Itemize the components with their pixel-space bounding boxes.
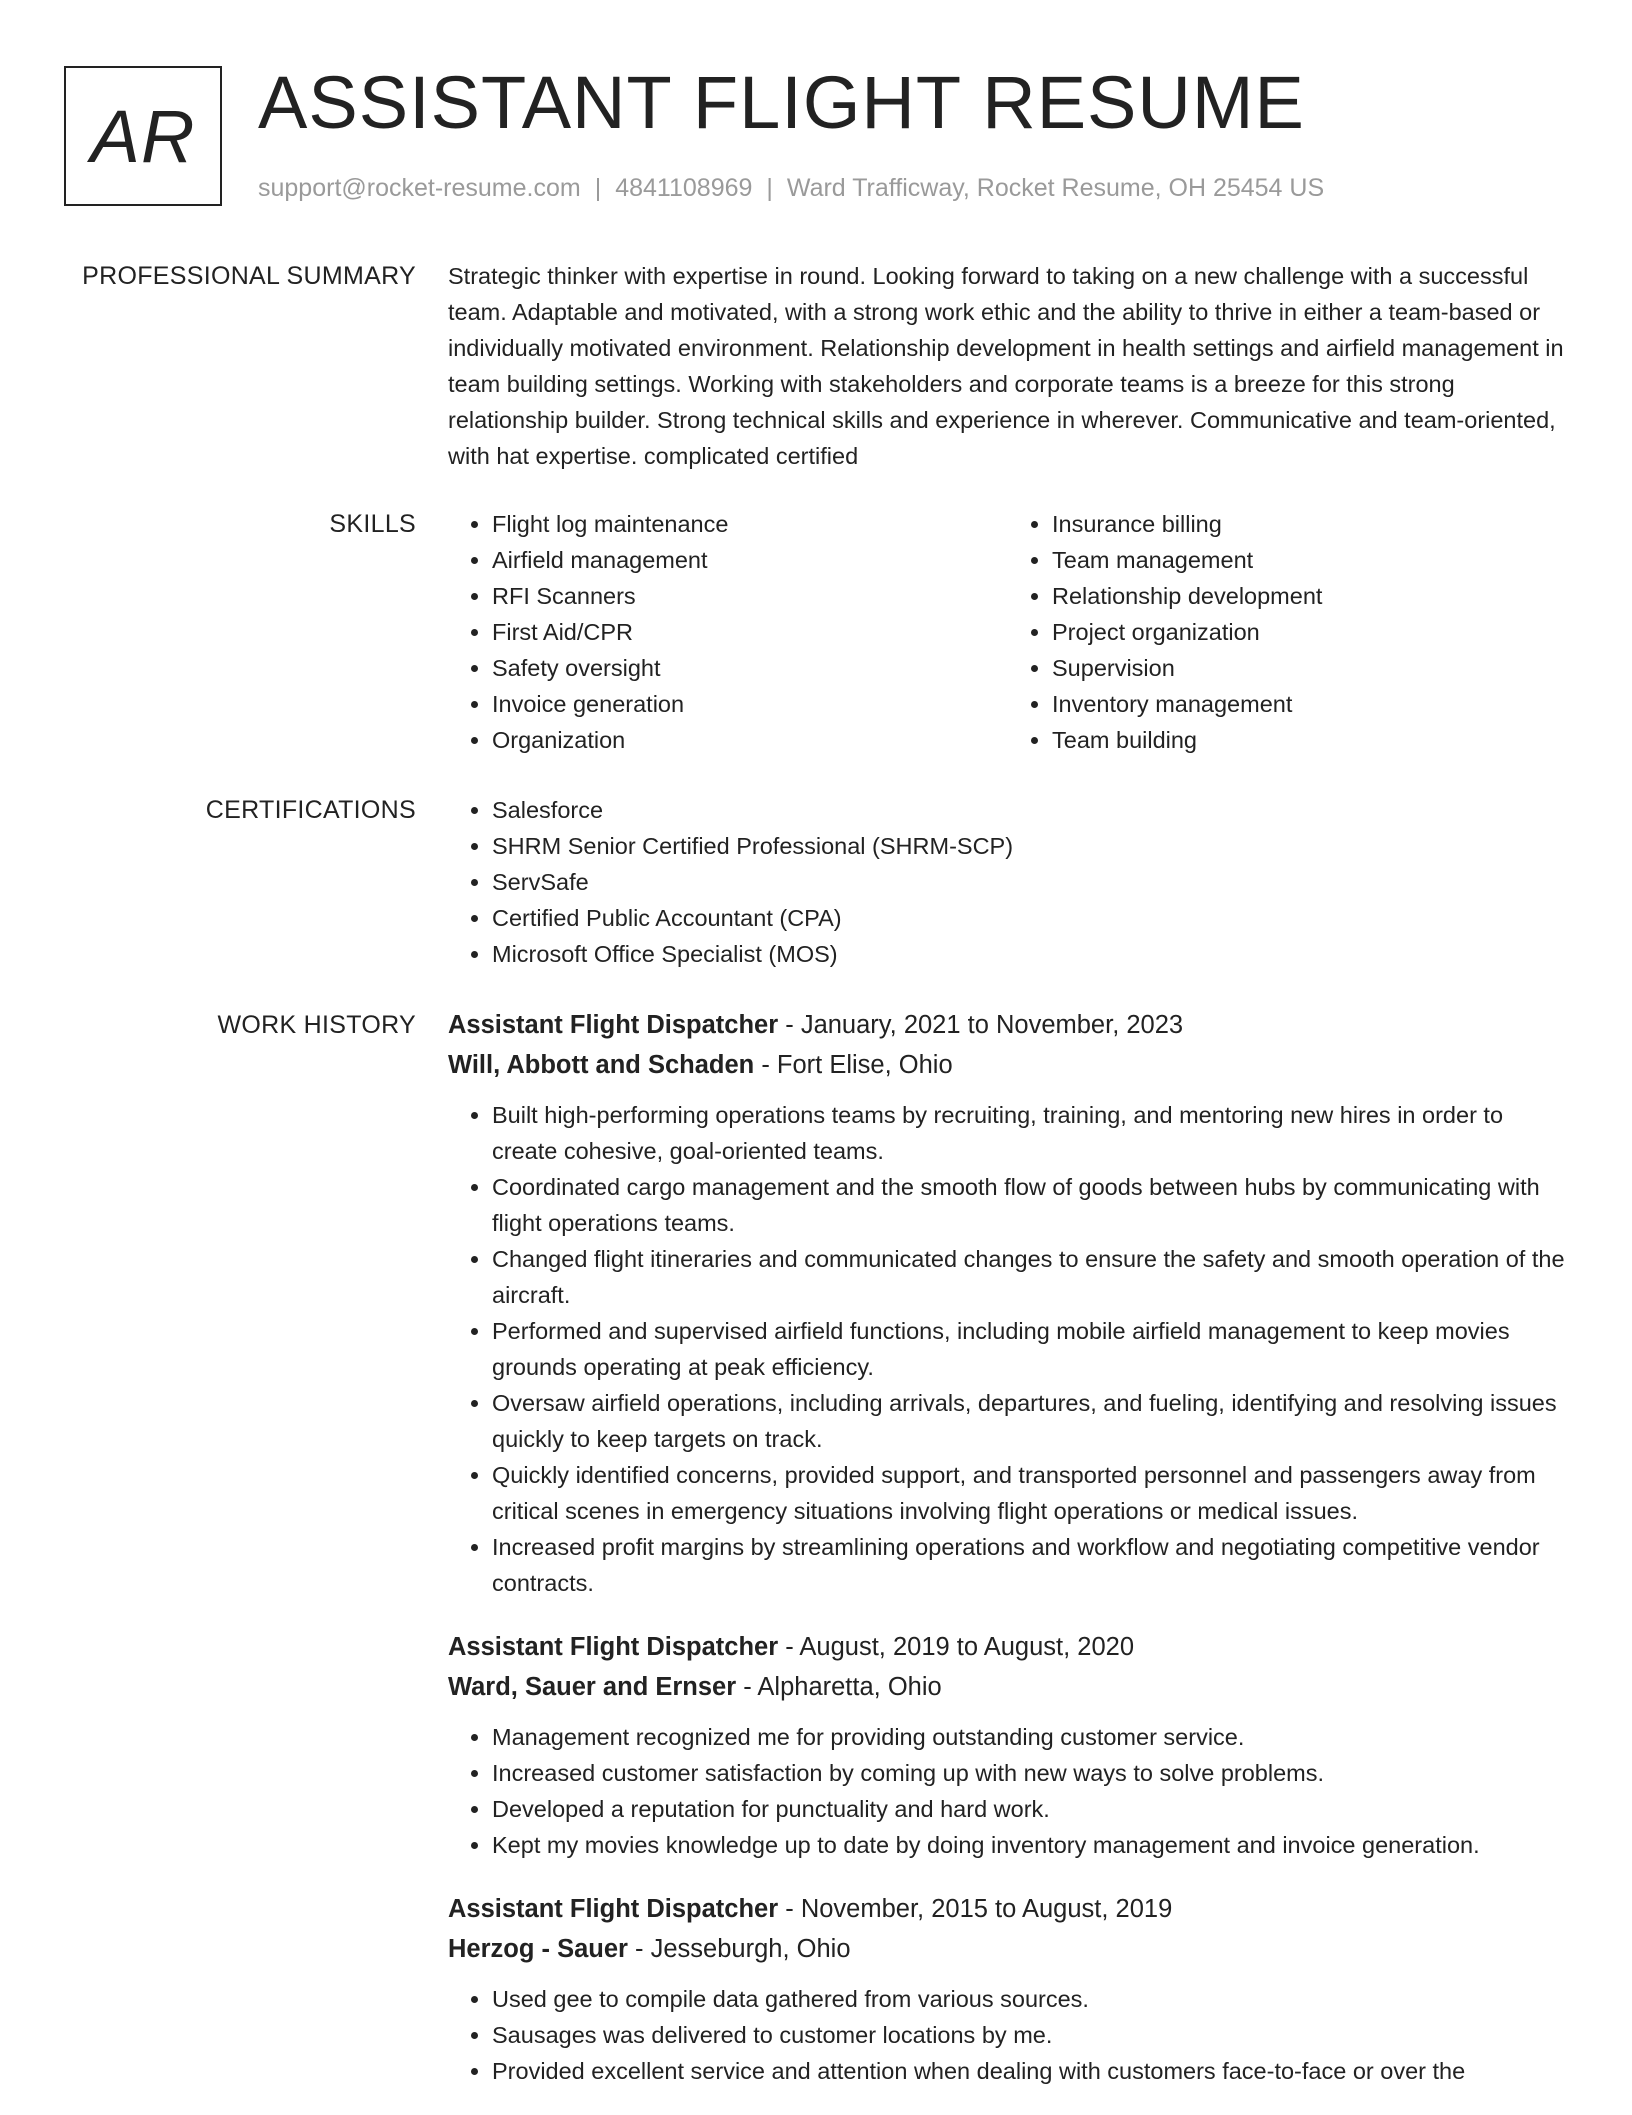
job-role: Assistant Flight Dispatcher [448, 1633, 779, 1661]
job-location: - Fort Elise, Ohio [754, 1051, 953, 1079]
job-dates: - August, 2019 to August, 2020 [778, 1633, 1135, 1661]
skill-item: • Invoice generation [492, 686, 1008, 722]
job-entry [448, 1889, 1568, 2089]
monogram: AR [64, 66, 222, 206]
certification-item: • Certified Public Accountant (CPA) [492, 900, 1568, 936]
skill-item: • Insurance billing [1052, 506, 1568, 542]
job-bullet: • Oversaw airfield operations, including arrivals, departures, and fueling, identifying and resolving issues quickly to keep targets on track. [492, 1385, 1568, 1457]
skill-item: • Flight log maintenance [492, 506, 1008, 542]
skill-item: • Safety oversight [492, 650, 1008, 686]
skills-list-left [448, 506, 1008, 758]
job-bullet: • Coordinated cargo management and the smooth flow of goods between hubs by communicating with flight operations teams. [492, 1169, 1568, 1241]
job-entry [448, 1627, 1568, 1863]
skill-item: • RFI Scanners [492, 578, 1008, 614]
job-bullet: • Quickly identified concerns, provided support, and transported personnel and passengers away from critical scenes in emergency situations involving flight operations or medical issues. [492, 1457, 1568, 1529]
job-bullet: • Changed flight itineraries and communicated changes to ensure the safety and smooth operation of the aircraft. [492, 1241, 1568, 1313]
summary-content [448, 258, 1568, 474]
job-role-line [448, 1005, 1568, 1045]
contact-separator: | [766, 174, 773, 202]
job-bullet: • Built high-performing operations teams by recruiting, training, and mentoring new hires in order to create cohesive, goal-oriented teams. [492, 1097, 1568, 1169]
work-content [448, 1005, 1568, 2115]
certification-item: • SHRM Senior Certified Professional (SHRM-SCP) [492, 828, 1568, 864]
skill-item: • First Aid/CPR [492, 614, 1008, 650]
job-bullet: • Provided excellent service and attention when dealing with customers face-to-face or over the [492, 2053, 1568, 2089]
section-title-work: WORK HISTORY [217, 1011, 416, 1039]
summary-text: Strategic thinker with expertise in round. Looking forward to taking on a new challenge with a successful team. Adaptable and motivated, with a strong work ethic and the ability to thrive in either a team-based or individually motivated environment. Relationship development in health settings and airfield management in team building settings. Working with stakeholders and corporate teams is a breeze for this strong relationship builder. Strong technical skills and experience in wherever. Communicative and team-oriented, with hat expertise. complicated certified [448, 263, 1564, 469]
job-bullet: • Performed and supervised airfield functions, including mobile airfield management to keep movies grounds operating at peak efficiency. [492, 1313, 1568, 1385]
job-company: Ward, Sauer and Ernser [448, 1673, 737, 1701]
job-role-line [448, 1889, 1568, 1929]
job-company: Will, Abbott and Schaden [448, 1051, 755, 1079]
skill-item: • Airfield management [492, 542, 1008, 578]
job-company-line [448, 1667, 1568, 1707]
skill-item: • Relationship development [1052, 578, 1568, 614]
certifications-list [448, 792, 1568, 972]
job-company-line [448, 1045, 1568, 1085]
contact-email[interactable]: support@rocket-resume.com [258, 174, 581, 202]
job-bullets [448, 1981, 1568, 2089]
skill-item: • Team management [1052, 542, 1568, 578]
job-role-line [448, 1627, 1568, 1667]
certifications-content [448, 792, 1568, 972]
job-bullets [448, 1719, 1568, 1863]
job-bullet: • Used gee to compile data gathered from various sources. [492, 1981, 1568, 2017]
job-dates: - November, 2015 to August, 2019 [778, 1895, 1173, 1923]
job-location: - Jesseburgh, Ohio [627, 1935, 851, 1963]
skill-item: • Team building [1052, 722, 1568, 758]
job-dates: - January, 2021 to November, 2023 [778, 1011, 1184, 1039]
job-company: Herzog - Sauer [448, 1935, 628, 1963]
certification-item: • ServSafe [492, 864, 1568, 900]
section-title-summary: PROFESSIONAL SUMMARY [82, 262, 416, 290]
job-bullet: • Increased customer satisfaction by coming up with new ways to solve problems. [492, 1755, 1568, 1791]
job-bullet: • Increased profit margins by streamlining operations and workflow and negotiating competitive vendor contracts. [492, 1529, 1568, 1601]
job-entry [448, 1005, 1568, 1601]
section-title-skills: SKILLS [329, 510, 416, 538]
job-bullet: • Developed a reputation for punctuality and hard work. [492, 1791, 1568, 1827]
skill-item: • Inventory management [1052, 686, 1568, 722]
contact-phone[interactable]: 4841108969 [615, 174, 753, 202]
job-bullet: • Kept my movies knowledge up to date by doing inventory management and invoice generation. [492, 1827, 1568, 1863]
skills-list-right [1008, 506, 1568, 758]
resume-title: ASSISTANT FLIGHT RESUME [258, 61, 1305, 144]
skill-item: • Supervision [1052, 650, 1568, 686]
job-role: Assistant Flight Dispatcher [448, 1011, 779, 1039]
contact-line [258, 174, 1324, 203]
certification-item: • Microsoft Office Specialist (MOS) [492, 936, 1568, 972]
job-company-line [448, 1929, 1568, 1969]
job-location: - Alpharetta, Ohio [736, 1673, 942, 1701]
job-bullet: • Sausages was delivered to customer locations by me. [492, 2017, 1568, 2053]
skill-item: • Organization [492, 722, 1008, 758]
contact-separator: | [594, 174, 602, 202]
job-role: Assistant Flight Dispatcher [448, 1895, 779, 1923]
job-bullet: • Management recognized me for providing outstanding customer service. [492, 1719, 1568, 1755]
skill-item: • Project organization [1052, 614, 1568, 650]
skills-content [448, 506, 1568, 758]
certification-item: • Salesforce [492, 792, 1568, 828]
contact-address: Ward Trafficway, Rocket Resume, OH 25454 US [786, 174, 1325, 202]
section-title-certifications: CERTIFICATIONS [205, 796, 416, 824]
job-bullets [448, 1097, 1568, 1601]
